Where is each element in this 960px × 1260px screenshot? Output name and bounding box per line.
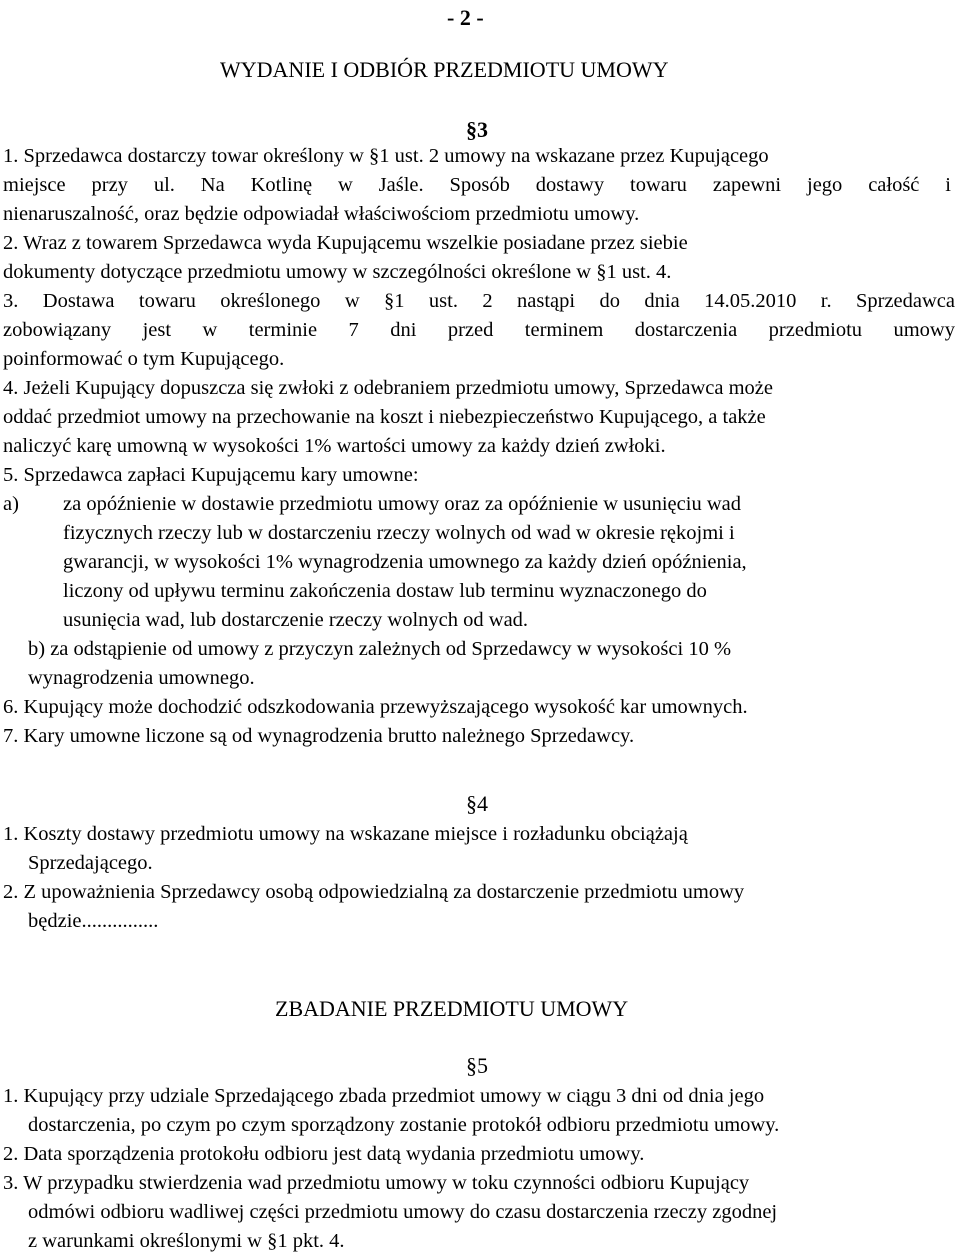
- s3-p6: 6. Kupujący może dochodzić odszkodowania przewyższającego wysokość kar umownych.: [3, 696, 748, 718]
- section-heading-5: §5: [466, 1053, 488, 1078]
- s5-p1-line1: 1. Kupujący przy udziale Sprzedającego zbada przedmiot umowy w ciągu 3 dni od dnia jego: [3, 1085, 765, 1107]
- s3-p5a-line3: gwarancji, w wysokości 1% wynagrodzenia umownego za każdy dzień opóźnienia,: [63, 551, 747, 573]
- s5-p1-line2: dostarczenia, po czym po czym sporządzony zostanie protokół odbioru przedmiotu umowy.: [28, 1114, 780, 1136]
- s3-p5b-line2: wynagrodzenia umownego.: [28, 667, 255, 689]
- s3-p4-line2: oddać przedmiot umowy na przechowanie na koszt i niebezpieczeństwo Kupującego, a także: [3, 406, 766, 428]
- chapter-title-release: WYDANIE I ODBIÓR PRZEDMIOTU UMOWY: [220, 57, 669, 82]
- s3-p2-line2: dokumenty dotyczące przedmiotu umowy w szczególności określone w §1 ust. 4.: [3, 261, 672, 283]
- s3-p5-intro: 5. Sprzedawca zapłaci Kupującemu kary umowne:: [3, 464, 419, 486]
- s3-p5b-line1: b) za odstąpienie od umowy z przyczyn zależnych od Sprzedawcy w wysokości 10 %: [28, 638, 732, 660]
- s5-p3-line1: 3. W przypadku stwierdzenia wad przedmiotu umowy w toku czynności odbioru Kupujący: [3, 1172, 750, 1194]
- section-heading-3: §3: [466, 117, 488, 142]
- s5-p3-line2: odmówi odbioru wadliwej części przedmiotu umowy do czasu dostarczenia rzeczy zgodnej: [28, 1201, 778, 1223]
- s3-p5a-label: a): [3, 493, 19, 515]
- s4-p2-line2: będzie...............: [28, 910, 159, 932]
- s3-p7: 7. Kary umowne liczone są od wynagrodzenia brutto należnego Sprzedawcy.: [3, 725, 635, 747]
- s3-p1-line3: nienaruszalność, oraz będzie odpowiadał właściwościom przedmiotu umowy.: [3, 203, 640, 225]
- page-number: - 2 -: [447, 5, 484, 30]
- s3-p5a-line2: fizycznych rzeczy lub w dostarczeniu rzeczy wolnych od wad w okresie rękojmi i: [63, 522, 735, 544]
- s3-p5a-line1: za opóźnienie w dostawie przedmiotu umowy oraz za opóźnienie w usunięciu wad: [63, 493, 741, 515]
- s3-p1-line2: miejsce przy ul. Na Kotlinę w Jaśle. Sposób dostawy towaru zapewni jego całość i: [3, 174, 951, 196]
- s3-p3-line2: zobowiązany jest w terminie 7 dni przed terminem dostarczenia przedmiotu umowy: [3, 319, 955, 341]
- s5-p3-line3: z warunkami określonymi w §1 pkt. 4.: [28, 1230, 345, 1252]
- s3-p3-line3: poinformować o tym Kupującego.: [3, 348, 285, 370]
- s3-p5a-line4: liczony od upływu terminu zakończenia dostaw lub terminu wyznaczonego do: [63, 580, 707, 602]
- s3-p3-line1: 3. Dostawa towaru określonego w §1 ust. 2 nastąpi do dnia 14.05.2010 r. Sprzedawca: [3, 290, 955, 312]
- s3-p1-line1: 1. Sprzedawca dostarczy towar określony w §1 ust. 2 umowy na wskazane przez Kupującego: [3, 145, 769, 167]
- s5-p2: 2. Data sporządzenia protokołu odbioru jest datą wydania przedmiotu umowy.: [3, 1143, 645, 1165]
- s4-p2-line1: 2. Z upoważnienia Sprzedawcy osobą odpowiedzialną za dostarczenie przedmiotu umowy: [3, 881, 745, 903]
- s4-p1-line1: 1. Koszty dostawy przedmiotu umowy na wskazane miejsce i rozładunku obciążają: [3, 823, 688, 845]
- chapter-title-inspection: ZBADANIE PRZEDMIOTU UMOWY: [275, 996, 629, 1021]
- s4-p1-line2: Sprzedającego.: [28, 852, 153, 874]
- s3-p2-line1: 2. Wraz z towarem Sprzedawca wyda Kupującemu wszelkie posiadane przez siebie: [3, 232, 688, 254]
- s3-p5a-line5: usunięcia wad, lub dostarczenie rzeczy wolnych od wad.: [63, 609, 529, 631]
- s3-p4-line1: 4. Jeżeli Kupujący dopuszcza się zwłoki z odebraniem przedmiotu umowy, Sprzedawca może: [3, 377, 773, 399]
- section-heading-4: §4: [466, 791, 488, 816]
- s3-p4-line3: naliczyć karę umowną w wysokości 1% wartości umowy za każdy dzień zwłoki.: [3, 435, 666, 457]
